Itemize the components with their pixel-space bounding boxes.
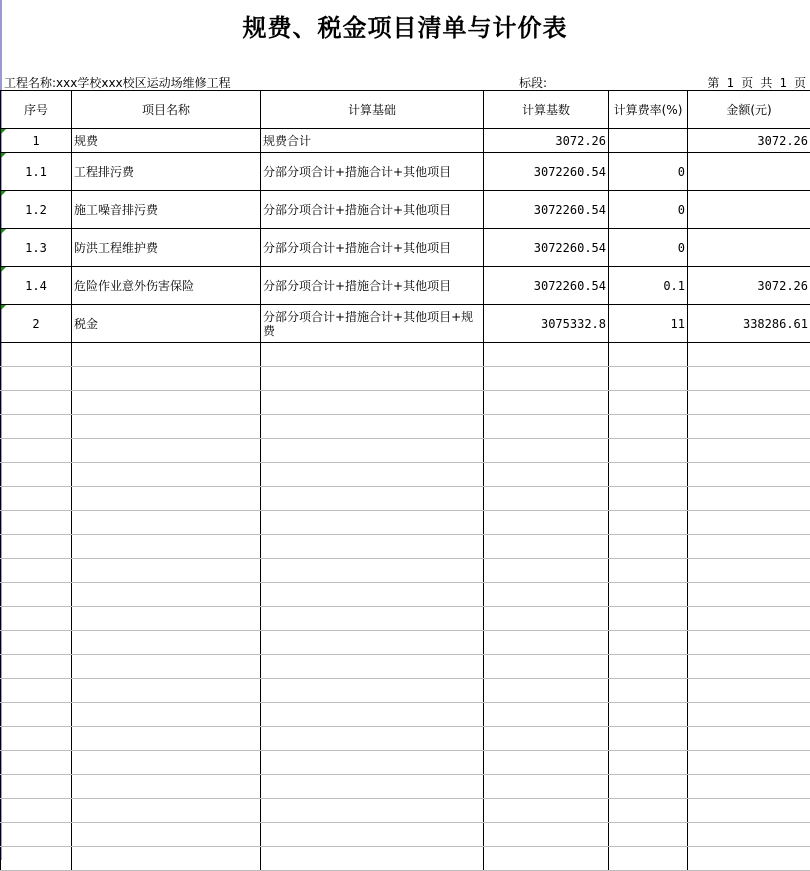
cell-seq-text: 1.4 [25,279,47,293]
empty-row [1,367,810,391]
cell-seq[interactable] [1,191,72,229]
cell-comment-marker [1,191,6,196]
empty-cell[interactable] [261,439,484,463]
page-title: 规费、税金项目清单与计价表 [0,8,810,43]
cell-comment-marker [1,153,6,158]
cell-base[interactable]: 3072.26 [484,129,609,153]
empty-cell[interactable] [688,511,810,535]
empty-cell[interactable] [484,511,609,535]
table-row [1,229,810,267]
empty-cell[interactable] [1,847,72,871]
empty-cell[interactable] [72,367,261,391]
empty-cell[interactable] [1,679,72,703]
empty-cell[interactable] [1,607,72,631]
empty-cell[interactable] [484,535,609,559]
empty-cell[interactable] [609,823,688,847]
cell-rate[interactable]: 0.1 [609,267,688,305]
empty-cell[interactable] [261,679,484,703]
empty-row [1,439,810,463]
empty-cell[interactable] [484,343,609,367]
empty-cell[interactable] [72,631,261,655]
cell-seq-text: 2 [32,317,39,331]
cell-name[interactable]: 防洪工程维护费 [72,229,261,267]
empty-cell[interactable] [484,391,609,415]
empty-row [1,607,810,631]
cell-base[interactable]: 3075332.8 [484,305,609,343]
empty-cell[interactable] [72,487,261,511]
empty-cell[interactable] [484,847,609,871]
empty-cell[interactable] [484,799,609,823]
empty-cell[interactable] [72,655,261,679]
empty-row [1,799,810,823]
empty-cell[interactable] [609,487,688,511]
empty-cell[interactable] [1,391,72,415]
table-row [1,267,810,305]
empty-cell[interactable] [72,559,261,583]
empty-cell[interactable] [261,487,484,511]
cell-seq[interactable] [1,305,72,343]
empty-cell[interactable] [72,727,261,751]
cell-name[interactable]: 工程排污费 [72,153,261,191]
empty-cell[interactable] [688,751,810,775]
cell-amount[interactable]: 338286.61 [688,305,810,343]
empty-cell[interactable] [1,655,72,679]
empty-cell[interactable] [72,391,261,415]
empty-cell[interactable] [688,487,810,511]
empty-row [1,655,810,679]
empty-cell[interactable] [72,463,261,487]
empty-cell[interactable] [609,415,688,439]
empty-cell[interactable] [1,511,72,535]
empty-cell[interactable] [72,415,261,439]
empty-row [1,679,810,703]
empty-cell[interactable] [609,583,688,607]
cell-amount[interactable] [688,191,810,229]
empty-cell[interactable] [72,799,261,823]
empty-cell[interactable] [72,703,261,727]
empty-cell[interactable] [1,703,72,727]
cell-base[interactable]: 3072260.54 [484,229,609,267]
empty-cell[interactable] [261,703,484,727]
empty-cell[interactable] [1,559,72,583]
empty-cell[interactable] [72,775,261,799]
empty-cell[interactable] [261,655,484,679]
header-rate[interactable]: 计算费率(%) [609,91,688,129]
empty-cell[interactable] [688,439,810,463]
cell-name[interactable]: 危险作业意外伤害保险 [72,267,261,305]
empty-cell[interactable] [72,847,261,871]
empty-cell[interactable] [688,631,810,655]
table-row [1,191,810,229]
empty-cell[interactable] [484,631,609,655]
empty-cell[interactable] [72,823,261,847]
cell-comment-marker [1,129,6,134]
empty-cell[interactable] [261,463,484,487]
empty-cell[interactable] [688,583,810,607]
empty-cell[interactable] [261,391,484,415]
empty-cell[interactable] [261,559,484,583]
cell-basis[interactable]: 分部分项合计+措施合计+其他项目 [261,229,484,267]
cell-name[interactable]: 税金 [72,305,261,343]
empty-cell[interactable] [609,703,688,727]
empty-cell[interactable] [484,607,609,631]
page-number-label: 第 1 页 共 1 页 [707,74,806,91]
cell-amount[interactable] [688,229,810,267]
cell-rate[interactable]: 0 [609,229,688,267]
empty-cell[interactable] [688,703,810,727]
empty-row [1,487,810,511]
empty-cell[interactable] [484,655,609,679]
cell-seq[interactable] [1,153,72,191]
empty-cell[interactable] [261,799,484,823]
empty-cell[interactable] [609,607,688,631]
empty-cell[interactable] [484,679,609,703]
header-base[interactable]: 计算基数 [484,91,609,129]
header-seq[interactable]: 序号 [1,91,72,129]
empty-cell[interactable] [688,655,810,679]
cell-amount[interactable] [688,153,810,191]
empty-cell[interactable] [1,751,72,775]
empty-cell[interactable] [609,535,688,559]
fee-tax-table [0,90,810,871]
empty-row [1,391,810,415]
cell-basis[interactable]: 分部分项合计+措施合计+其他项目 [261,153,484,191]
empty-cell[interactable] [72,679,261,703]
cell-comment-marker [1,267,6,272]
empty-cell[interactable] [609,751,688,775]
empty-cell[interactable] [609,343,688,367]
empty-cell[interactable] [261,415,484,439]
empty-cell[interactable] [484,415,609,439]
empty-row [1,751,810,775]
empty-cell[interactable] [261,367,484,391]
empty-cell[interactable] [484,727,609,751]
empty-row [1,415,810,439]
empty-cell[interactable] [609,367,688,391]
empty-cell[interactable] [261,583,484,607]
cell-seq[interactable] [1,267,72,305]
empty-cell[interactable] [484,823,609,847]
empty-cell[interactable] [1,823,72,847]
empty-cell[interactable] [609,775,688,799]
cell-base[interactable]: 3072260.54 [484,267,609,305]
empty-cell[interactable] [484,775,609,799]
empty-cell[interactable] [1,799,72,823]
empty-cell[interactable] [688,415,810,439]
empty-cell[interactable] [72,583,261,607]
empty-cell[interactable] [688,343,810,367]
empty-cell[interactable] [688,847,810,871]
empty-row [1,343,810,367]
project-name-label: 工程名称:xxx学校xxx校区运动场维修工程 [4,74,231,91]
empty-cell[interactable] [688,799,810,823]
cell-amount[interactable]: 3072.26 [688,267,810,305]
empty-cell[interactable] [72,511,261,535]
empty-cell[interactable] [1,367,72,391]
table-row [1,153,810,191]
empty-cell[interactable] [688,463,810,487]
empty-cell[interactable] [1,343,72,367]
cell-comment-marker [1,229,6,234]
cell-name[interactable]: 施工噪音排污费 [72,191,261,229]
empty-row [1,559,810,583]
empty-cell[interactable] [609,559,688,583]
empty-cell[interactable] [609,391,688,415]
empty-cell[interactable] [609,655,688,679]
empty-cell[interactable] [688,727,810,751]
empty-cell[interactable] [261,775,484,799]
empty-cell[interactable] [609,847,688,871]
empty-row [1,583,810,607]
cell-seq-text: 1 [32,134,39,148]
empty-row [1,631,810,655]
empty-cell[interactable] [484,367,609,391]
empty-cell[interactable] [688,823,810,847]
empty-cell[interactable] [261,631,484,655]
cell-seq[interactable] [1,229,72,267]
cell-basis[interactable]: 分部分项合计+措施合计+其他项目+规费 [261,305,484,343]
empty-cell[interactable] [484,583,609,607]
cell-seq-text: 1.3 [25,241,47,255]
empty-cell[interactable] [1,727,72,751]
cell-seq-text: 1.1 [25,165,47,179]
empty-cell[interactable] [72,439,261,463]
empty-cell[interactable] [609,631,688,655]
empty-cell[interactable] [688,607,810,631]
cell-seq-text: 1.2 [25,203,47,217]
cell-rate[interactable]: 11 [609,305,688,343]
empty-cell[interactable] [1,439,72,463]
empty-cell[interactable] [484,751,609,775]
empty-cell[interactable] [609,679,688,703]
header-amount[interactable]: 金额(元) [688,91,810,129]
empty-cell[interactable] [609,439,688,463]
header-basis[interactable]: 计算基础 [261,91,484,129]
cell-rate[interactable]: 0 [609,153,688,191]
empty-cell[interactable] [261,343,484,367]
empty-row [1,703,810,727]
table-header-row [1,91,810,129]
empty-cell[interactable] [688,775,810,799]
empty-cell[interactable] [688,679,810,703]
cell-basis[interactable]: 分部分项合计+措施合计+其他项目 [261,267,484,305]
cell-base[interactable]: 3072260.54 [484,191,609,229]
empty-cell[interactable] [609,463,688,487]
empty-cell[interactable] [72,751,261,775]
empty-cell[interactable] [1,583,72,607]
empty-cell[interactable] [1,631,72,655]
empty-cell[interactable] [1,463,72,487]
empty-row [1,463,810,487]
empty-row [1,535,810,559]
empty-cell[interactable] [609,799,688,823]
empty-row [1,727,810,751]
empty-row [1,847,810,871]
cell-name[interactable]: 规费 [72,129,261,153]
cell-base[interactable]: 3072260.54 [484,153,609,191]
empty-cell[interactable] [688,535,810,559]
empty-cell[interactable] [261,823,484,847]
header-name[interactable]: 项目名称 [72,91,261,129]
cell-amount[interactable]: 3072.26 [688,129,810,153]
empty-cell[interactable] [261,511,484,535]
empty-cell[interactable] [1,535,72,559]
empty-cell[interactable] [261,607,484,631]
empty-cell[interactable] [484,487,609,511]
cell-basis[interactable]: 规费合计 [261,129,484,153]
empty-cell[interactable] [609,727,688,751]
cell-comment-marker [1,305,6,310]
empty-cell[interactable] [1,775,72,799]
empty-row [1,775,810,799]
empty-row [1,511,810,535]
cell-rate[interactable]: 0 [609,191,688,229]
empty-cell[interactable] [688,391,810,415]
empty-cell[interactable] [688,559,810,583]
table-row [1,305,810,343]
empty-cell[interactable] [72,535,261,559]
empty-cell[interactable] [1,487,72,511]
cell-seq[interactable] [1,129,72,153]
empty-cell[interactable] [484,703,609,727]
empty-cell[interactable] [484,439,609,463]
empty-cell[interactable] [1,415,72,439]
empty-cell[interactable] [72,607,261,631]
empty-cell[interactable] [609,511,688,535]
cell-rate[interactable] [609,129,688,153]
section-label: 标段: [519,74,547,91]
empty-cell[interactable] [261,727,484,751]
empty-cell[interactable] [261,535,484,559]
empty-cell[interactable] [261,751,484,775]
cell-basis[interactable]: 分部分项合计+措施合计+其他项目 [261,191,484,229]
empty-cell[interactable] [484,559,609,583]
table-row [1,129,810,153]
empty-cell[interactable] [261,847,484,871]
empty-cell[interactable] [484,463,609,487]
empty-cell[interactable] [72,343,261,367]
empty-row [1,823,810,847]
empty-cell[interactable] [688,367,810,391]
